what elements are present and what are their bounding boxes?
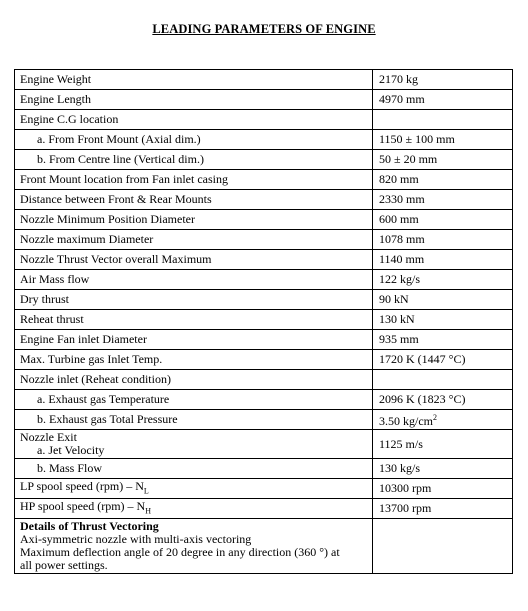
table-row	[15, 170, 513, 190]
row-value: 130 kN	[373, 310, 513, 330]
row-value: 820 mm	[373, 170, 513, 190]
row-heading: Nozzle Exit	[20, 430, 77, 444]
table-row	[15, 519, 513, 574]
row-value	[373, 519, 513, 574]
row-value: 2170 kg	[373, 70, 513, 90]
thrust-vectoring-heading: Details of Thrust Vectoring	[20, 519, 159, 533]
table-row	[15, 190, 513, 210]
thrust-vectoring-line: Axi-symmetric nozzle with multi-axis vectoring	[20, 532, 252, 546]
row-label: b. Mass Flow	[15, 459, 373, 479]
row-value	[373, 410, 513, 430]
label-text: HP spool speed (rpm) – N	[20, 498, 146, 513]
row-value: 1140 mm	[373, 250, 513, 270]
table-row	[15, 230, 513, 250]
row-label: Nozzle Minimum Position Diameter	[15, 210, 373, 230]
table-row	[15, 70, 513, 90]
row-value: 1150 ± 100 mm	[373, 130, 513, 150]
table-row	[15, 390, 513, 410]
row-sub-label: a. Jet Velocity	[37, 443, 105, 457]
table-row	[15, 90, 513, 110]
row-value: 1720 K (1447 °C)	[373, 350, 513, 370]
table-row	[15, 430, 513, 459]
table-row	[15, 290, 513, 310]
row-value: 122 kg/s	[373, 270, 513, 290]
row-label: Engine Length	[15, 90, 373, 110]
table-row	[15, 270, 513, 290]
table-row	[15, 330, 513, 350]
table-row	[15, 350, 513, 370]
row-value	[373, 370, 513, 390]
table-row	[15, 479, 513, 499]
row-value: 130 kg/s	[373, 459, 513, 479]
row-value: 2330 mm	[373, 190, 513, 210]
row-label: Engine Fan inlet Diameter	[15, 330, 373, 350]
row-label: Engine Weight	[15, 70, 373, 90]
row-label: Max. Turbine gas Inlet Temp.	[15, 350, 373, 370]
row-value: 10300 rpm	[373, 479, 513, 499]
row-value: 600 mm	[373, 210, 513, 230]
row-label: Distance between Front & Rear Mounts	[15, 190, 373, 210]
table-row	[15, 130, 513, 150]
thrust-vectoring-line: all power settings.	[20, 558, 108, 572]
row-label	[15, 430, 373, 459]
row-label: Nozzle inlet (Reheat condition)	[15, 370, 373, 390]
row-value: 50 ± 20 mm	[373, 150, 513, 170]
row-label: Front Mount location from Fan inlet casing	[15, 170, 373, 190]
label-text: LP spool speed (rpm) – N	[20, 478, 144, 493]
row-label: b. From Centre line (Vertical dim.)	[15, 150, 373, 170]
table-row	[15, 499, 513, 519]
row-label	[15, 479, 373, 499]
row-label: Reheat thrust	[15, 310, 373, 330]
table-row	[15, 250, 513, 270]
table-row	[15, 110, 513, 130]
row-value	[373, 110, 513, 130]
row-label: a. From Front Mount (Axial dim.)	[15, 130, 373, 150]
row-label: Air Mass flow	[15, 270, 373, 290]
row-value: 1078 mm	[373, 230, 513, 250]
row-label: Nozzle Thrust Vector overall Maximum	[15, 250, 373, 270]
engine-parameters-table	[14, 69, 513, 574]
row-label: Dry thrust	[15, 290, 373, 310]
row-label	[15, 499, 373, 519]
table-row	[15, 150, 513, 170]
table-row	[15, 459, 513, 479]
row-value: 13700 rpm	[373, 499, 513, 519]
table-row	[15, 370, 513, 390]
row-label: a. Exhaust gas Temperature	[15, 390, 373, 410]
row-label	[15, 519, 373, 574]
label-subscript: L	[143, 486, 149, 496]
label-subscript: H	[145, 506, 151, 516]
row-label: Engine C.G location	[15, 110, 373, 130]
table-row	[15, 410, 513, 430]
row-label: Nozzle maximum Diameter	[15, 230, 373, 250]
row-value: 1125 m/s	[373, 430, 513, 459]
row-value: 4970 mm	[373, 90, 513, 110]
value-superscript: 2	[433, 413, 437, 422]
row-value: 2096 K (1823 °C)	[373, 390, 513, 410]
row-value: 935 mm	[373, 330, 513, 350]
value-text: 3.50 kg/cm	[379, 414, 433, 428]
thrust-vectoring-line: Maximum deflection angle of 20 degree in any direction (360 °) at	[20, 545, 340, 559]
table-row	[15, 310, 513, 330]
table-row	[15, 210, 513, 230]
row-label: b. Exhaust gas Total Pressure	[15, 410, 373, 430]
page-title: LEADING PARAMETERS OF ENGINE	[152, 22, 376, 36]
row-value: 90 kN	[373, 290, 513, 310]
